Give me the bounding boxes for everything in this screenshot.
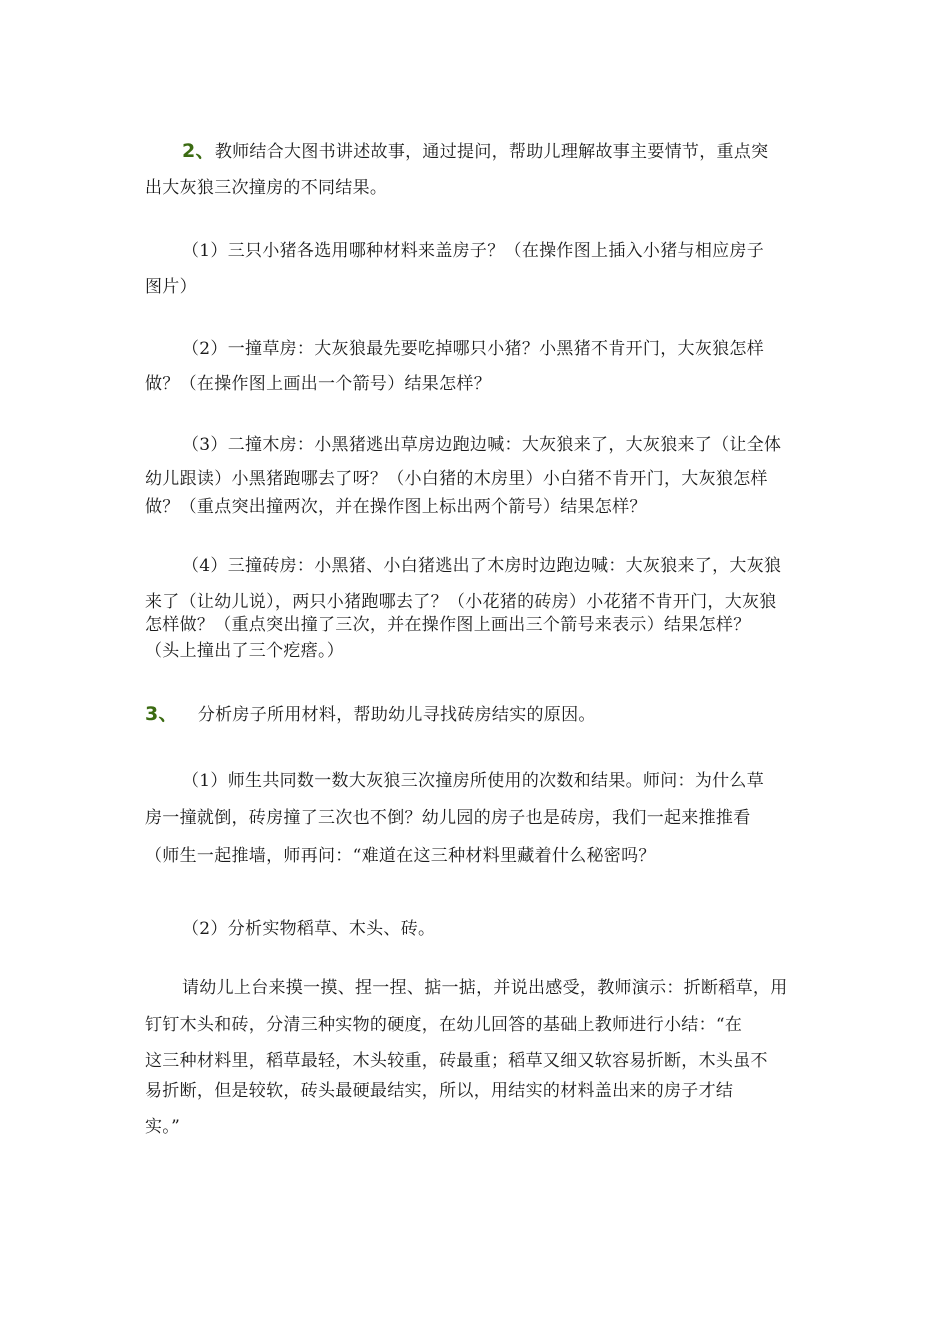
item-2-line-1: （2）一撞草房：大灰狼最先要吃掉哪只小猪？小黑猪不肯开门，大灰狼怎样 xyxy=(182,339,765,359)
s3-item1-line-2: 房一撞就倒，砖房撞了三次也不倒？幼儿园的房子也是砖房，我们一起来推推看 xyxy=(145,808,751,828)
item-3-line-3: 做？（重点突出撞两次，并在操作图上标出两个箭号）结果怎样？ xyxy=(145,497,647,517)
section3-number: 3、 xyxy=(145,703,178,725)
item-4-line-4: （头上撞出了三个疙瘩。） xyxy=(145,641,345,661)
s3-item2: （2）分析实物稻草、木头、砖。 xyxy=(182,919,436,939)
item-1-line-1: （1）三只小猪各选用哪种材料来盖房子？（在操作图上插入小猪与相应房子 xyxy=(182,241,765,261)
s3-item1-line-1: （1）师生共同数一数大灰狼三次撞房所使用的次数和结果。师问：为什么草 xyxy=(182,771,765,791)
item-3-line-2: 幼儿跟读）小黑猪跑哪去了呀？（小白猪的木房里）小白猪不肯开门，大灰狼怎样 xyxy=(145,469,768,489)
section3-heading-line xyxy=(145,703,596,726)
s3-para-line-3: 这三种材料里，稻草最轻，木头较重，砖最重；稻草又细又软容易折断，木头虽不 xyxy=(145,1051,768,1071)
s3-para-line-5: 实。” xyxy=(145,1117,181,1137)
section2-number: 2、 xyxy=(182,140,215,162)
section2-line-2: 出大灰狼三次撞房的不同结果。 xyxy=(145,178,388,198)
item-4-line-3: 怎样做？（重点突出撞了三次，并在操作图上画出三个箭号来表示）结果怎样？ xyxy=(145,615,751,635)
item-4-line-1: （4）三撞砖房：小黑猪、小白猪逃出了木房时边跑边喊：大灰狼来了，大灰狼 xyxy=(182,556,782,576)
section2-line-1 xyxy=(182,140,768,163)
item-4-line-2: 来了（让幼儿说），两只小猪跑哪去了？（小花猪的砖房）小花猪不肯开门，大灰狼 xyxy=(145,592,777,612)
section3-heading: 分析房子所用材料，帮助幼儿寻找砖房结实的原因。 xyxy=(197,705,596,725)
item-3-line-1: （3）二撞木房：小黑猪逃出草房边跑边喊：大灰狼来了，大灰狼来了（让全体 xyxy=(182,435,782,455)
s3-para-line-1: 请幼儿上台来摸一摸、捏一捏、掂一掂，并说出感受，教师演示：折断稻草，用 xyxy=(182,978,788,998)
item-1-line-2: 图片） xyxy=(145,277,197,297)
s3-para-line-4: 易折断，但是较软，砖头最硬最结实，所以，用结实的材料盖出来的房子才结 xyxy=(145,1081,734,1101)
item-2-line-2: 做？（在操作图上画出一个箭号）结果怎样？ xyxy=(145,374,491,394)
section2-text: 教师结合大图书讲述故事，通过提问，帮助儿理解故事主要情节，重点突 xyxy=(214,142,769,162)
s3-para-line-2: 钉钉木头和砖，分清三种实物的硬度，在幼儿回答的基础上教师进行小结：“在 xyxy=(145,1015,743,1035)
s3-item1-line-3: （师生一起推墙，师再问：“难道在这三种材料里藏着什么秘密吗？ xyxy=(145,846,656,866)
